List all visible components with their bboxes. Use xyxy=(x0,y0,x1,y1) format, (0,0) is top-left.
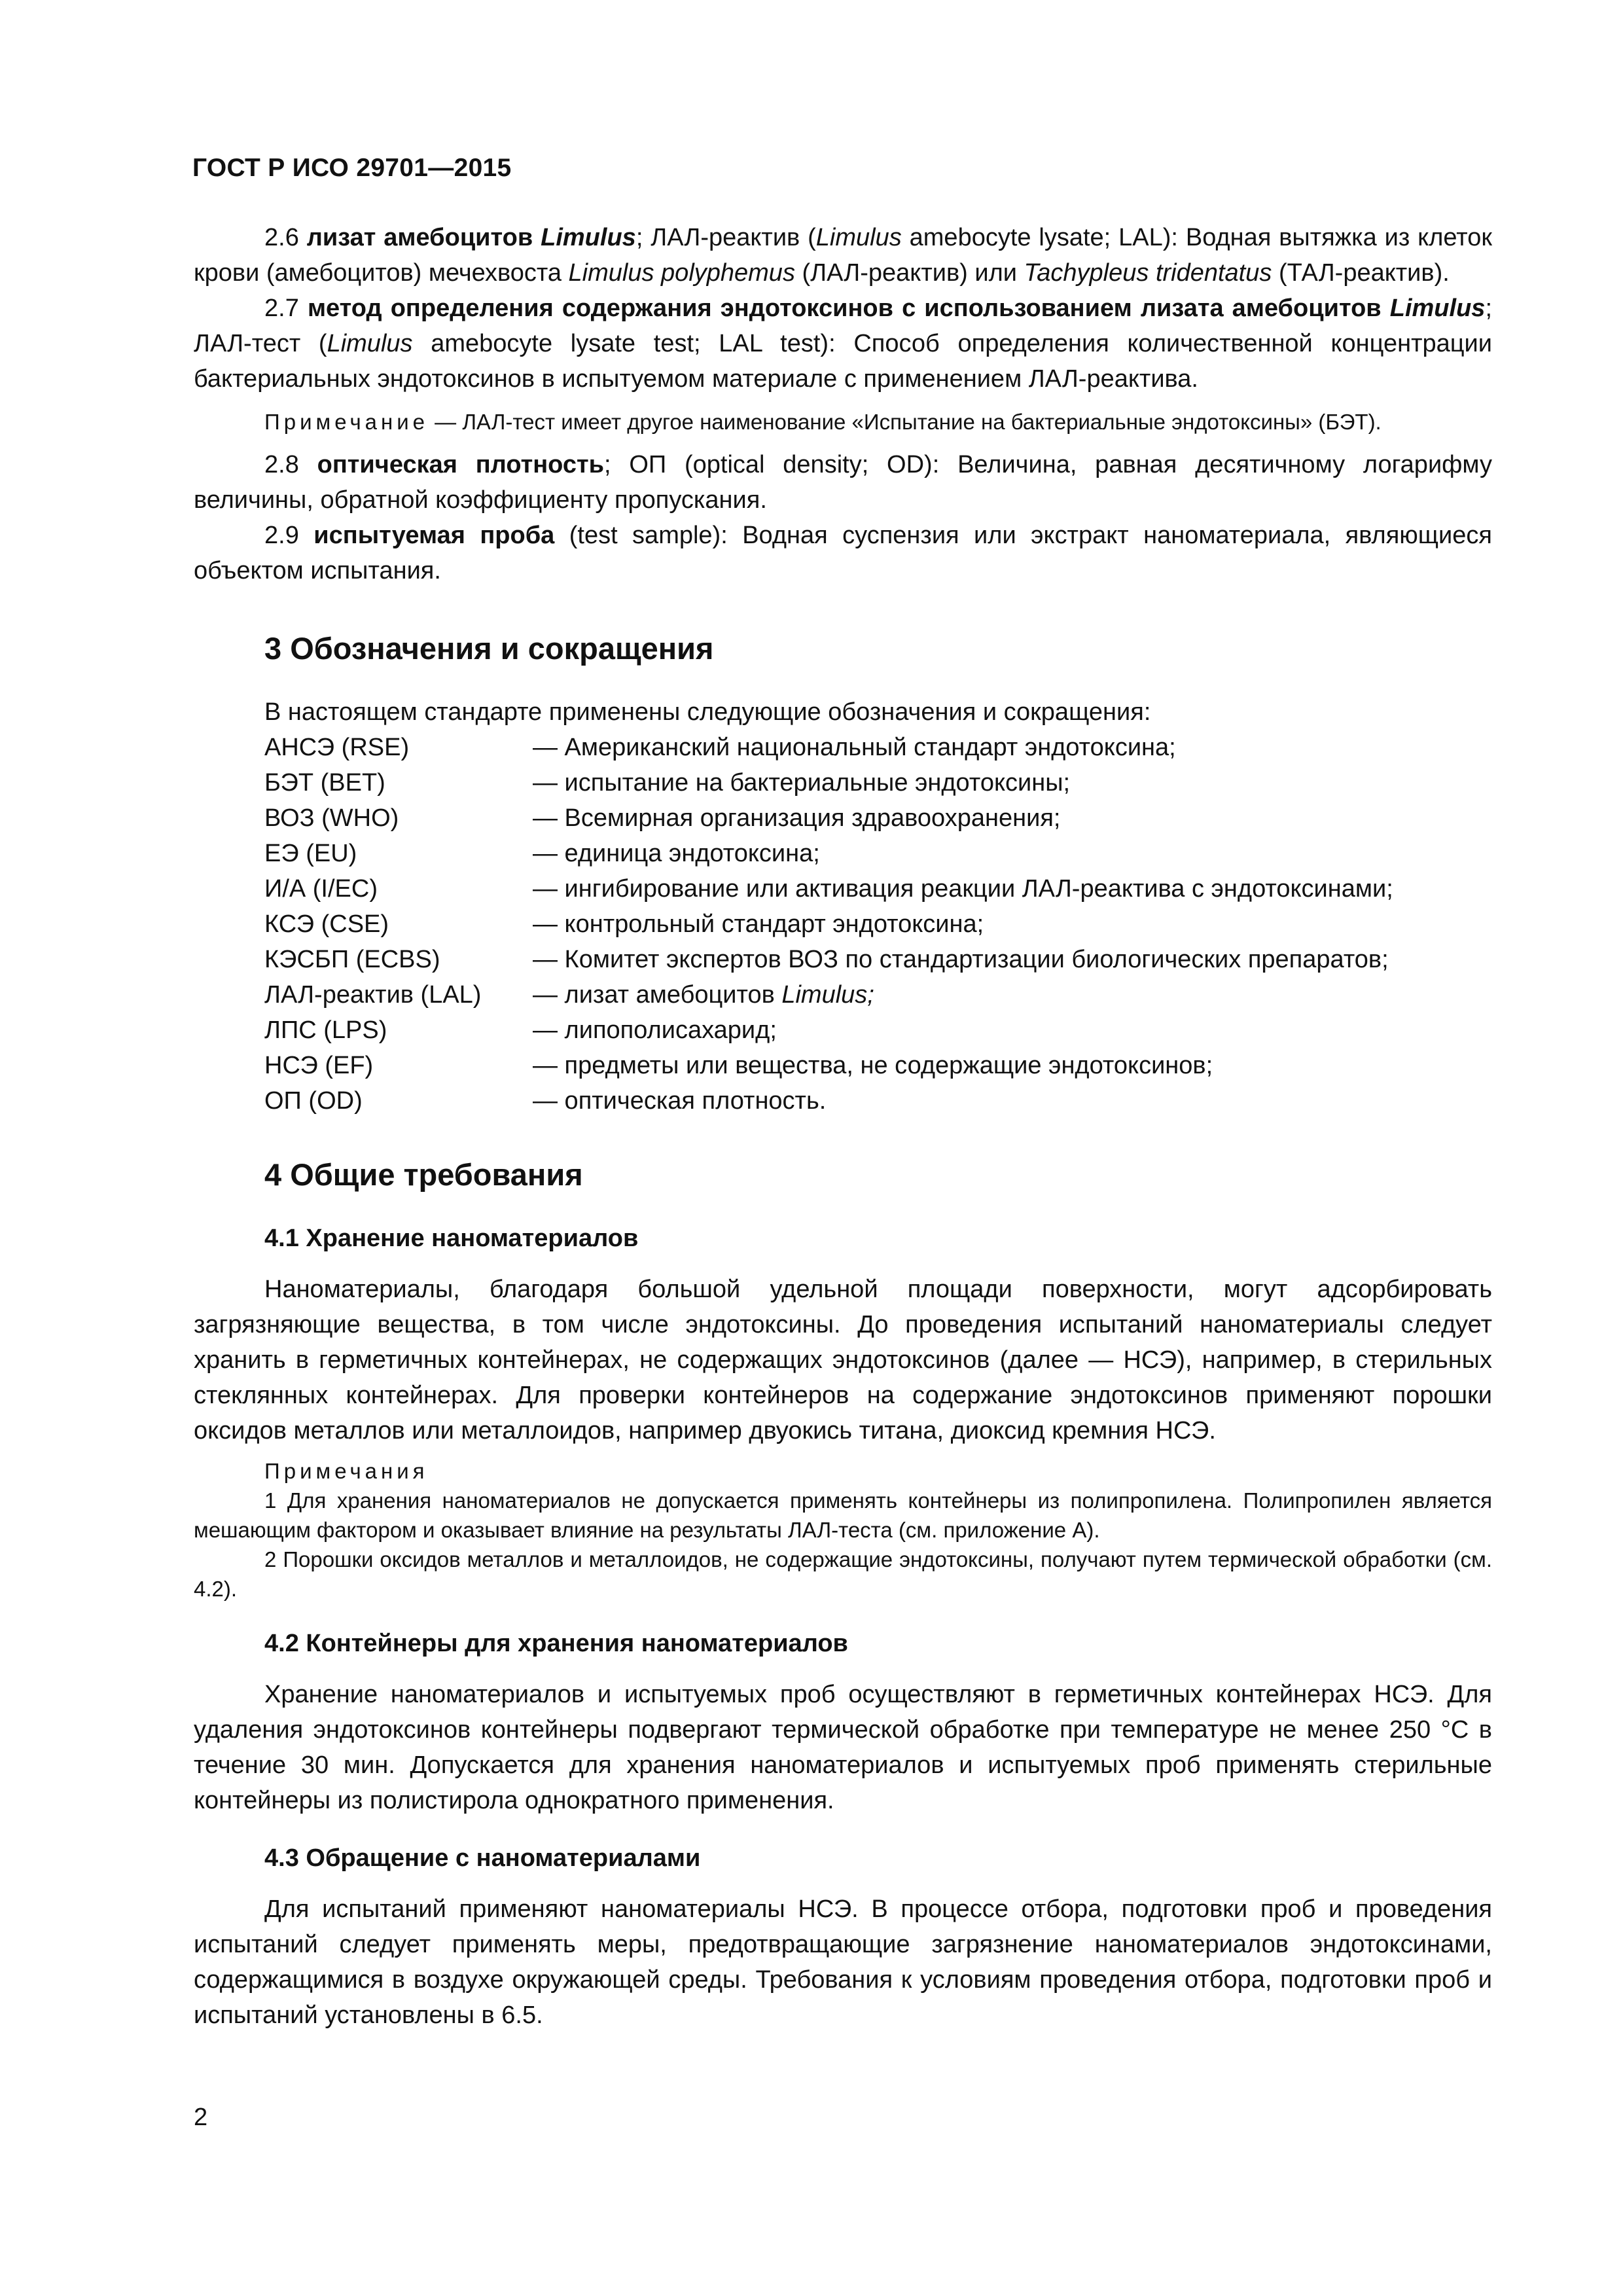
abbreviation-definition: — единица эндотоксина; xyxy=(533,840,820,867)
term-2-7 xyxy=(194,291,1492,397)
abbreviation-definition: — Американский национальный стандарт эндотоксина; xyxy=(533,734,1176,761)
abbreviation-item xyxy=(194,1083,1492,1119)
notes-4-1 xyxy=(194,1456,1492,1604)
abbreviations-intro: В настоящем стандарте применены следующие обозначения и сокращения: xyxy=(264,698,1151,726)
abbreviation-item xyxy=(194,1048,1492,1083)
term-synonym: ; ЛАЛ-тест ( xyxy=(194,295,1492,357)
term-name: лизат амебоцитов xyxy=(306,224,541,251)
abbreviation-item xyxy=(194,836,1492,871)
abbreviation-term: И/А (I/EC) xyxy=(264,875,378,903)
abbreviation-definition xyxy=(533,977,1492,1013)
term-definition: amebocyte lysate test; LAL test): Способ определения количественной концентрации бактериальных эндотоксинов в испытуемом материале с применением ЛАЛ-реактива. xyxy=(194,330,1492,393)
species-name: Tachypleus tridentatus xyxy=(1024,259,1272,287)
abbreviation-term: НСЭ (EF) xyxy=(264,1052,374,1079)
term-2-8 xyxy=(194,447,1492,518)
subsection-4-1-text: Наноматериалы, благодаря большой удельной площади поверхности, могут адсорбировать загрязняющие вещества, в том числе эндотоксины. До проведения испытаний наноматериалы следует хранить в герметичных контейнерах, не содержащих эндотоксинов (далее — НСЭ), например, в стерильных стеклянных контейнерах. Для проверки контейнеров на содержание эндотоксинов применяют порошки оксидов металлов или металлоидов, например двуокись титана, диоксид кремния НСЭ. xyxy=(194,1276,1492,1444)
note-1: 1 Для хранения наноматериалов не допускается применять контейнеры из полипропилена. Полипропилен является мешающим фактором и оказывает влияние на результаты ЛАЛ-теста (см. приложение А). xyxy=(194,1488,1492,1542)
term-name: оптическая плотность xyxy=(317,451,604,478)
abbreviation-item xyxy=(194,765,1492,800)
term-number: 2.6 xyxy=(264,224,299,251)
note-text: — ЛАЛ-тест имеет другое наименование «Испытание на бактериальные эндотоксины» (БЭТ). xyxy=(429,410,1382,434)
note-2-7 xyxy=(194,407,1492,437)
species-name: Limulus polyphemus xyxy=(568,259,795,287)
abbreviation-item xyxy=(194,800,1492,836)
abbreviation-item xyxy=(194,1013,1492,1048)
abbreviation-definition: — ингибирование или активация реакции ЛАЛ-реактива с эндотоксинами; xyxy=(533,875,1393,903)
abbreviation-definition: — контрольный стандарт эндотоксина; xyxy=(533,910,984,938)
abbreviation-term: КЭСБП (ECBS) xyxy=(264,946,440,973)
abbreviation-item xyxy=(194,942,1492,977)
abbreviation-term: БЭТ (BET) xyxy=(264,769,385,797)
abbreviation-definition-text: — лизат амебоцитов xyxy=(533,981,782,1009)
abbreviation-term: ЛПС (LPS) xyxy=(264,1016,387,1044)
term-number: 2.8 xyxy=(264,451,299,478)
abbreviation-item xyxy=(194,906,1492,942)
abbreviation-item xyxy=(194,871,1492,906)
abbreviation-term: ЕЭ (EU) xyxy=(264,840,357,867)
abbreviation-item xyxy=(194,977,1492,1013)
term-2-6 xyxy=(194,220,1492,291)
subsection-4-2-text: Хранение наноматериалов и испытуемых проб осуществляют в герметичных контейнерах НСЭ. Для удаления эндотоксинов контейнеры подвергают термической обработке при температуре не менее 250 °С в течение 30 мин. Допускается для хранения наноматериалов и испытуемых проб применять стерильные контейнеры из полистирола однократного применения. xyxy=(194,1681,1492,1814)
abbreviation-definition: — Всемирная организация здравоохранения; xyxy=(533,804,1061,832)
abbreviation-term: КСЭ (CSE) xyxy=(264,910,389,938)
abbreviation-definition: — испытание на бактериальные эндотоксины; xyxy=(533,769,1071,797)
term-en-latin: Limulus xyxy=(815,224,902,251)
abbreviations-list xyxy=(194,730,1492,1119)
abbreviation-term: ЛАЛ-реактив (LAL) xyxy=(264,981,482,1009)
note-2: 2 Порошки оксидов металлов и металлоидов, не содержащие эндотоксины, получают путем термической обработки (см. 4.2). xyxy=(194,1547,1492,1601)
term-name: испытуемая проба xyxy=(313,522,555,549)
term-definition: (test sample): Водная суспензия или экстракт наноматериала, являющиеся объектом испытания. xyxy=(194,522,1492,584)
term-name-latin: Limulus xyxy=(541,224,636,251)
abbreviation-definition-latin: Limulus; xyxy=(781,981,874,1009)
subsection-4-2-title: 4.2 Контейнеры для хранения наноматериалов xyxy=(264,1630,848,1657)
term-definition: amebocyte lysate; LAL): Водная вытяжка из клеток крови (амебоцитов) мечехвоста xyxy=(194,224,1493,287)
term-en-latin: Limulus xyxy=(327,330,413,357)
section-4-title: 4 Общие требования xyxy=(264,1157,583,1192)
subsection-4-3-title: 4.3 Обращение с наноматериалами xyxy=(264,1844,701,1872)
term-2-9 xyxy=(194,518,1492,588)
term-number: 2.9 xyxy=(264,522,299,549)
section-3-title: 3 Обозначения и сокращения xyxy=(264,631,714,666)
term-definition-cont: (ЛАЛ-реактив) или xyxy=(794,259,1024,287)
page-number: 2 xyxy=(194,2104,208,2131)
term-name-latin: Limulus xyxy=(1389,295,1486,322)
abbreviation-definition: — Комитет экспертов ВОЗ по стандартизации биологических препаратов; xyxy=(533,946,1389,973)
term-definition-end: (ТАЛ-реактив). xyxy=(1272,259,1450,287)
subsection-4-1-title: 4.1 Хранение наноматериалов xyxy=(264,1225,639,1252)
abbreviation-term: ВОЗ (WHO) xyxy=(264,804,399,832)
term-name: метод определения содержания эндотоксинов с использованием лизата амебоцитов xyxy=(307,295,1390,322)
term-synonym: ; ЛАЛ-реактив ( xyxy=(635,224,816,251)
abbreviation-definition: — оптическая плотность. xyxy=(533,1087,827,1115)
notes-label: Примечания xyxy=(264,1459,429,1483)
subsection-4-3-text: Для испытаний применяют наноматериалы НСЭ. В процессе отбора, подготовки проб и проведения испытаний следует применять меры, предотвращающие загрязнение наноматериалов эндотоксинами, содержащимися в воздухе окружающей среды. Требования к условиям проведения отбора, подготовки проб и испытаний установлены в 6.5. xyxy=(194,1895,1492,2029)
document-code-header: ГОСТ Р ИСО 29701—2015 xyxy=(192,154,512,182)
abbreviation-item xyxy=(194,730,1492,765)
abbreviation-term: АНСЭ (RSE) xyxy=(264,734,410,761)
abbreviation-term: ОП (OD) xyxy=(264,1087,363,1115)
note-label: Примечание xyxy=(264,410,429,434)
term-definition: ; ОП (optical density; OD): Величина, равная десятичному логарифму величины, обратной коэффициенту пропускания. xyxy=(194,451,1492,514)
abbreviation-definition: — предметы или вещества, не содержащие эндотоксинов; xyxy=(533,1052,1213,1079)
term-number: 2.7 xyxy=(264,295,299,322)
abbreviation-definition: — липополисахарид; xyxy=(533,1016,777,1044)
